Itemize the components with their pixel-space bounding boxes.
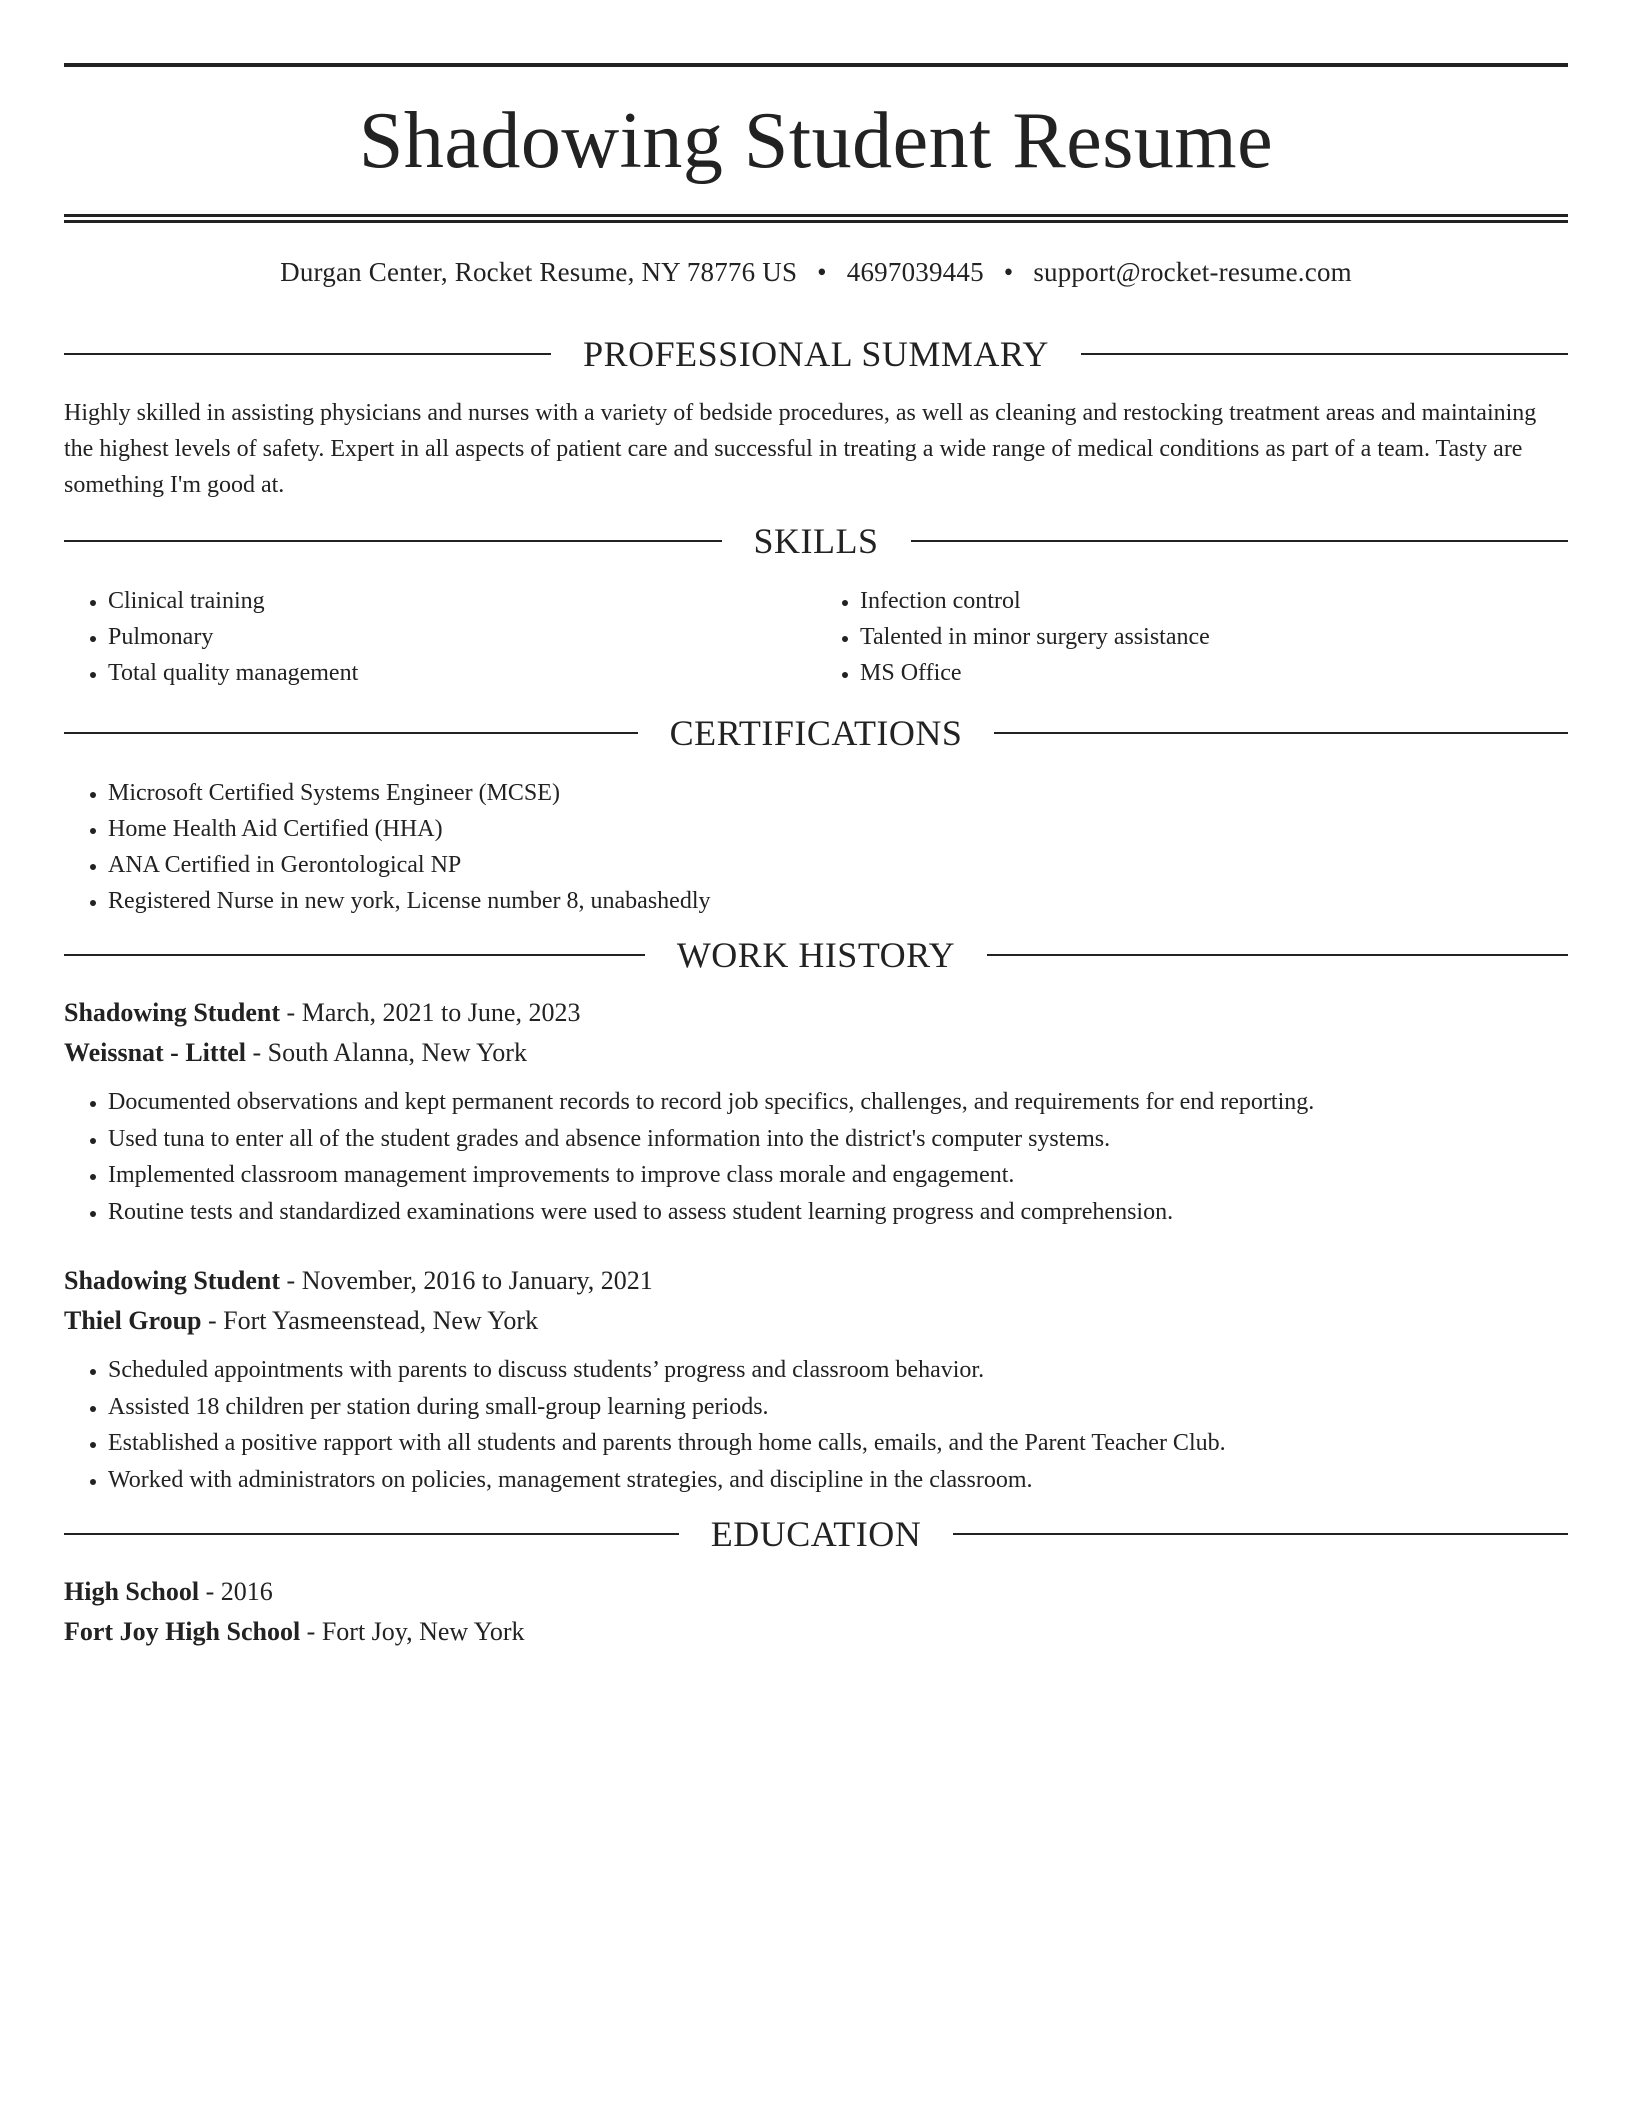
job-entry <box>64 993 1568 1230</box>
job-bullets <box>64 1352 1568 1498</box>
job-entry <box>64 1261 1568 1498</box>
contact-separator: • <box>1003 257 1014 287</box>
certification-item: • Registered Nurse in new york, License number 8, unabashedly <box>108 883 1568 919</box>
skill-item: • Total quality management <box>108 655 816 691</box>
skill-item: • Infection control <box>860 583 1568 619</box>
job-bullet: • Used tuna to enter all of the student grades and absence information into the district's computer systems. <box>108 1121 1568 1158</box>
education-heading <box>64 1514 1568 1554</box>
job-bullet: • Established a positive rapport with all students and parents through home calls, emails, and the Parent Teacher Club. <box>108 1425 1568 1462</box>
skills-column-left <box>64 583 816 691</box>
job-title: Shadowing Student <box>64 998 281 1027</box>
certification-item: • Home Health Aid Certified (HHA) <box>108 811 1568 847</box>
job-company-line <box>64 1033 1568 1073</box>
job-bullets <box>64 1084 1568 1230</box>
education-entry <box>64 1572 1568 1652</box>
education-heading-label: EDUCATION <box>710 1514 922 1554</box>
skill-item: • Talented in minor surgery assistance <box>860 619 1568 655</box>
education-year: - 2016 <box>199 1577 273 1606</box>
contact-email: support@rocket-resume.com <box>1033 257 1352 287</box>
contact-phone: 4697039445 <box>846 257 984 287</box>
summary-text: Highly skilled in assisting physicians and nurses with a variety of bedside procedures, as well as cleaning and restocking treatment areas and maintaining the highest levels of safety. Expert in all aspects of patient care and successful in treating a wide range of medical conditions as part of a team. Tasty are something I'm good at. <box>64 400 1537 498</box>
job-title-line <box>64 1261 1568 1301</box>
job-location: - South Alanna, New York <box>246 1038 527 1067</box>
contact-separator: • <box>817 257 827 287</box>
skill-item: • Pulmonary <box>108 619 816 655</box>
education-school-line <box>64 1612 1568 1652</box>
heading-rule <box>64 954 645 956</box>
resume-title: Shadowing Student Resume <box>358 97 1274 185</box>
education-degree: High School <box>64 1577 200 1606</box>
skills-column-right <box>816 583 1568 691</box>
job-dates: - March, 2021 to June, 2023 <box>280 998 581 1027</box>
heading-rule <box>987 954 1568 956</box>
skill-item: • Clinical training <box>108 583 816 619</box>
job-dates: - November, 2016 to January, 2021 <box>280 1266 653 1295</box>
job-bullet: • Documented observations and kept permanent records to record job specifics, challenges, and requirements for end reporting. <box>108 1084 1568 1121</box>
contact-line <box>64 256 1568 288</box>
job-company-line <box>64 1301 1568 1341</box>
certifications-list <box>64 775 1568 919</box>
top-rule <box>64 63 1568 67</box>
heading-rule <box>64 540 722 542</box>
summary-heading <box>64 334 1568 374</box>
job-bullet: • Routine tests and standardized examinations were used to assess student learning progress and comprehension. <box>108 1194 1568 1231</box>
skills-heading <box>64 521 1568 561</box>
heading-rule <box>64 1533 679 1535</box>
skills-heading-label: SKILLS <box>753 521 879 561</box>
job-bullet: • Worked with administrators on policies, management strategies, and discipline in the classroom. <box>108 1462 1568 1499</box>
heading-rule <box>64 353 551 355</box>
heading-rule <box>994 732 1568 734</box>
job-bullet: • Assisted 18 children per station during small-group learning periods. <box>108 1389 1568 1426</box>
job-bullet: • Scheduled appointments with parents to discuss students’ progress and classroom behavior. <box>108 1352 1568 1389</box>
education-school: Fort Joy High School <box>64 1617 301 1646</box>
certifications-heading-label: CERTIFICATIONS <box>669 713 963 753</box>
heading-rule <box>911 540 1569 542</box>
heading-rule <box>64 732 638 734</box>
work-heading <box>64 935 1568 975</box>
certification-item: • ANA Certified in Gerontological NP <box>108 847 1568 883</box>
education-location: - Fort Joy, New York <box>300 1617 525 1646</box>
certification-item: • Microsoft Certified Systems Engineer (MCSE) <box>108 775 1568 811</box>
heading-rule <box>953 1533 1568 1535</box>
skill-item: • MS Office <box>860 655 1568 691</box>
skills-list <box>64 583 1568 691</box>
job-bullet: • Implemented classroom management improvements to improve class morale and engagement. <box>108 1157 1568 1194</box>
job-company: Thiel Group <box>64 1306 202 1335</box>
education-degree-line <box>64 1572 1568 1612</box>
work-heading-label: WORK HISTORY <box>676 935 956 975</box>
job-company: Weissnat - Littel <box>64 1038 246 1067</box>
contact-address: Durgan Center, Rocket Resume, NY 78776 US <box>280 257 798 287</box>
summary-heading-label: PROFESSIONAL SUMMARY <box>583 334 1049 374</box>
title-double-rule <box>64 214 1568 223</box>
job-location: - Fort Yasmeenstead, New York <box>201 1306 539 1335</box>
job-title: Shadowing Student <box>64 1266 281 1295</box>
job-title-line <box>64 993 1568 1033</box>
heading-rule <box>1081 353 1568 355</box>
certifications-heading <box>64 713 1568 753</box>
